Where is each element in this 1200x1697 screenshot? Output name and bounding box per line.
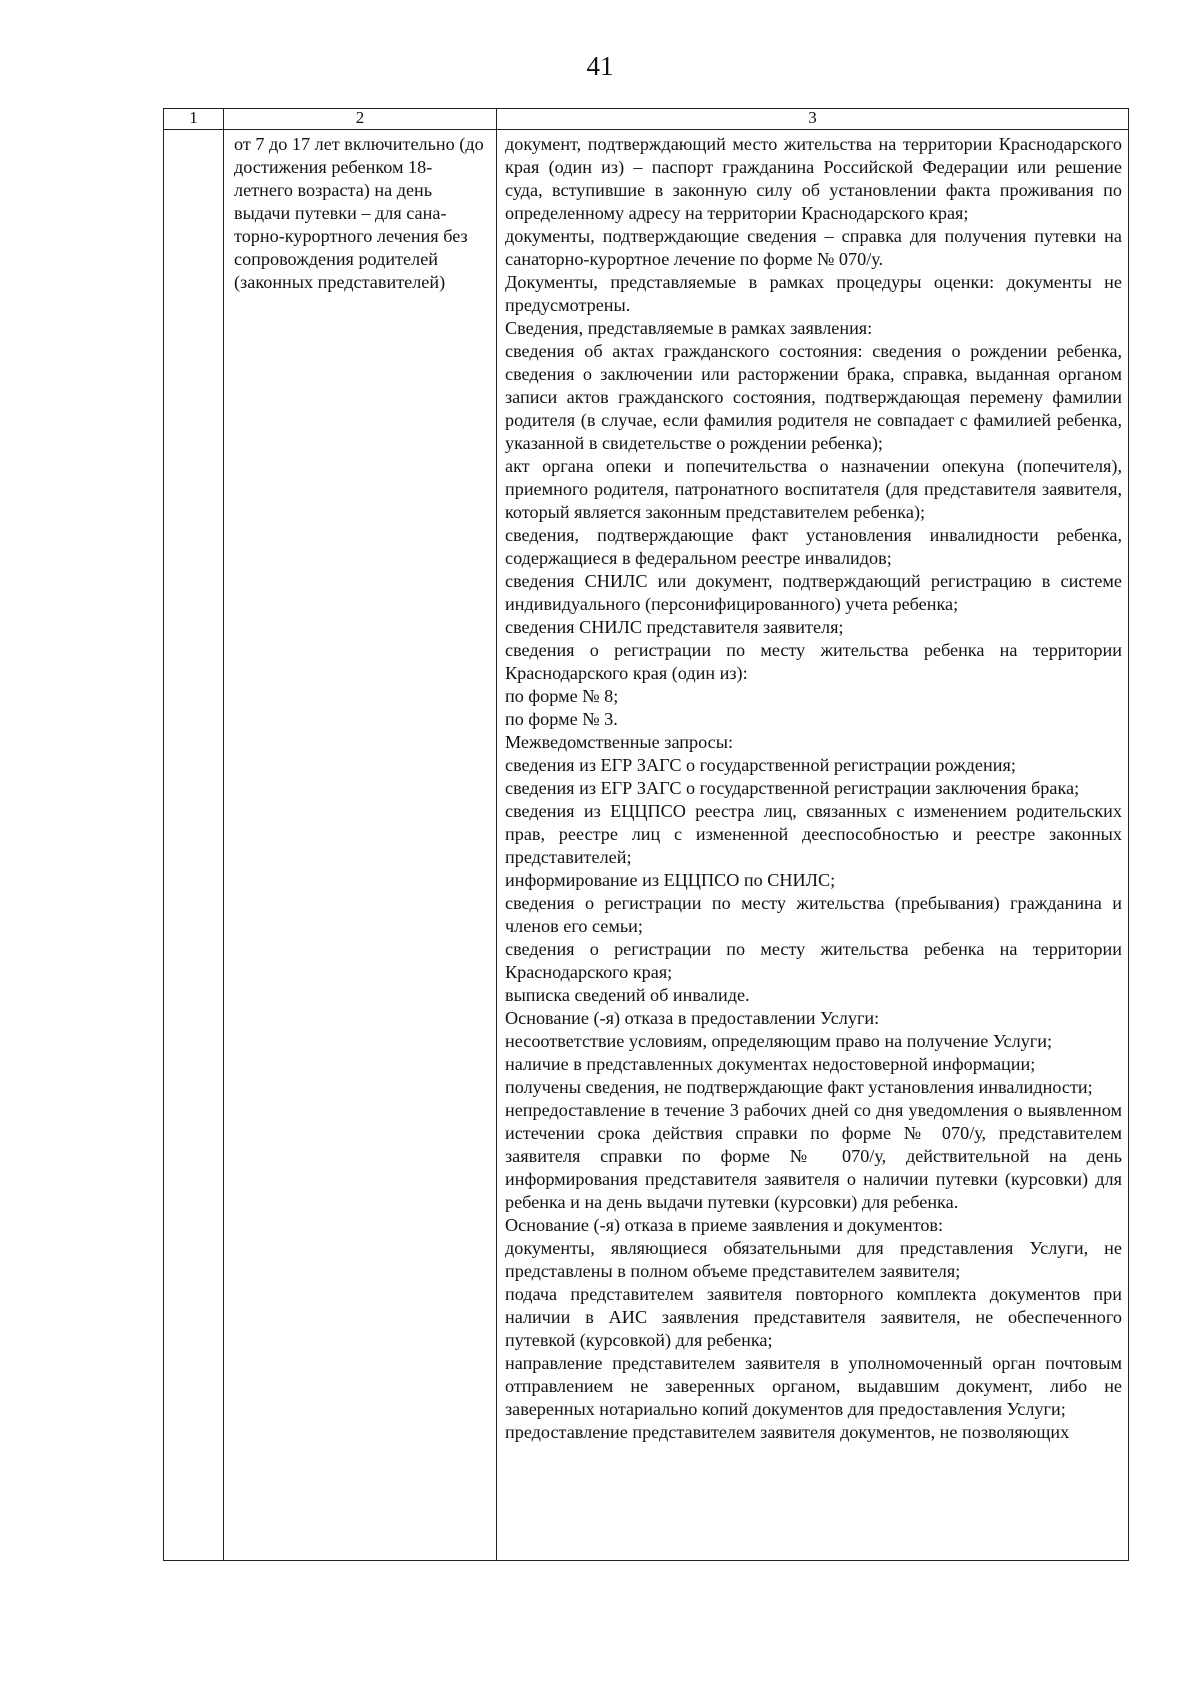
header-col-3: 3 (497, 109, 1129, 130)
cell-col-3 (497, 130, 1129, 1561)
page-number: 41 (586, 51, 614, 81)
paragraph: несоответствие условиям, определяющим право на получение Услуги; (505, 1031, 1053, 1051)
document-table (163, 108, 1129, 1561)
paragraph: предоставление представителем заявителя документов, не позволяющих (505, 1422, 1070, 1442)
paragraph: непредоставление в течение 3 рабочих дней со дня уведомления о выявленном истечении срока действия справки по форме № 070/у, представителем заявителя справки по форме № 070/у, действительной на день информирования представителя заявителя о наличии путевки (курсовки) для ребенка и на день выдачи путевки (курсовки) для ребенка. (505, 1100, 1122, 1212)
table-header-row (164, 109, 1129, 130)
paragraph: сведения о регистрации по месту жительства ребенка на территории Краснодарского края; (505, 939, 1122, 982)
paragraph: Основание (-я) отказа в приеме заявления и документов: (505, 1215, 944, 1235)
table-row (164, 130, 1129, 1561)
header-col-1: 1 (164, 109, 224, 130)
cell-col-2: от 7 до 17 лет включительно (до достижения ребенком 18-летнего возраста) на день выдачи путевки – для санаторно-курортного лечения без сопровождения родителей (законных представителей) (224, 130, 497, 1561)
cell-col-1 (164, 130, 224, 1561)
paragraph: сведения об актах гражданского состояния: сведения о рождении ребенка, сведения о заключении или расторжении брака, справка, выданная органом записи актов гражданского состояния, подтверждающая перемену фамилии родителя (в случае, если фамилия родителя не совпадает с фамилией ребенка, указанной в свидетельстве о рождении ребенка); (505, 341, 1122, 453)
column-3-paragraphs (505, 133, 1122, 1444)
paragraph: сведения, подтверждающие факт установления инвалидности ребенка, содержащиеся в федеральном реестре инвалидов; (505, 525, 1122, 568)
paragraph: сведения СНИЛС представителя заявителя; (505, 617, 844, 637)
paragraph: получены сведения, не подтверждающие факт установления инвалидности; (505, 1077, 1093, 1097)
paragraph: документы, подтверждающие сведения – справка для получения путевки на санаторно-курортное лечение по форме № 070/у. (505, 226, 1122, 269)
paragraph: акт органа опеки и попечительства о назначении опекуна (попечителя), приемного родителя, патронатного воспитателя (для представителя заявителя, который является законным представителем ребенка); (505, 456, 1122, 522)
paragraph: Межведомственные запросы: (505, 732, 734, 752)
paragraph: выписка сведений об инвалиде. (505, 985, 750, 1005)
paragraph: направление представителем заявителя в уполномоченный орган почтовым отправлением не заверенных органом, выдавшим документ, либо не заверенных нотариально копий документов для предоставления Услуги; (505, 1353, 1122, 1419)
paragraph: документы, являющиеся обязательными для представления Услуги, не представлены в полном объеме представителем заявителя; (505, 1238, 1122, 1281)
paragraph: по форме № 3. (505, 709, 618, 729)
paragraph: сведения СНИЛС или документ, подтверждающий регистрацию в системе индивидуального (персонифицированного) учета ребенка; (505, 571, 1122, 614)
paragraph: Сведения, представляемые в рамках заявления: (505, 318, 873, 338)
header-col-2: 2 (224, 109, 497, 130)
paragraph: по форме № 8; (505, 686, 619, 706)
paragraph: информирование из ЕЦЦПСО по СНИЛС; (505, 870, 836, 890)
paragraph: сведения о регистрации по месту жительства ребенка на территории Краснодарского края (один из): (505, 640, 1122, 683)
paragraph: Основание (-я) отказа в предоставлении Услуги: (505, 1008, 880, 1028)
paragraph: сведения из ЕЦЦПСО реестра лиц, связанных с изменением родительских прав, реестре лиц с измененной дееспособностью и реестре законных представителей; (505, 801, 1122, 867)
paragraph: документ, подтверждающий место жительства на территории Краснодарского края (один из) – паспорт гражданина Российской Федерации или решение суда, вступившие в законную силу об установлении факта проживания по определенному адресу на территории Краснодарского края; (505, 134, 1122, 223)
paragraph: сведения из ЕГР ЗАГС о государственной регистрации заключения брака; (505, 778, 1080, 798)
paragraph: Документы, представляемые в рамках процедуры оценки: документы не предусмотрены. (505, 272, 1122, 315)
paragraph: подача представителем заявителя повторного комплекта документов при наличии в АИС заявления представителя заявителя, не обеспеченного путевкой (курсовкой) для ребенка; (505, 1284, 1122, 1350)
paragraph: наличие в представленных документах недостоверной информации; (505, 1054, 1036, 1074)
paragraph: сведения из ЕГР ЗАГС о государственной регистрации рождения; (505, 755, 1016, 775)
paragraph: сведения о регистрации по месту жительства (пребывания) гражданина и членов его семьи; (505, 893, 1122, 936)
